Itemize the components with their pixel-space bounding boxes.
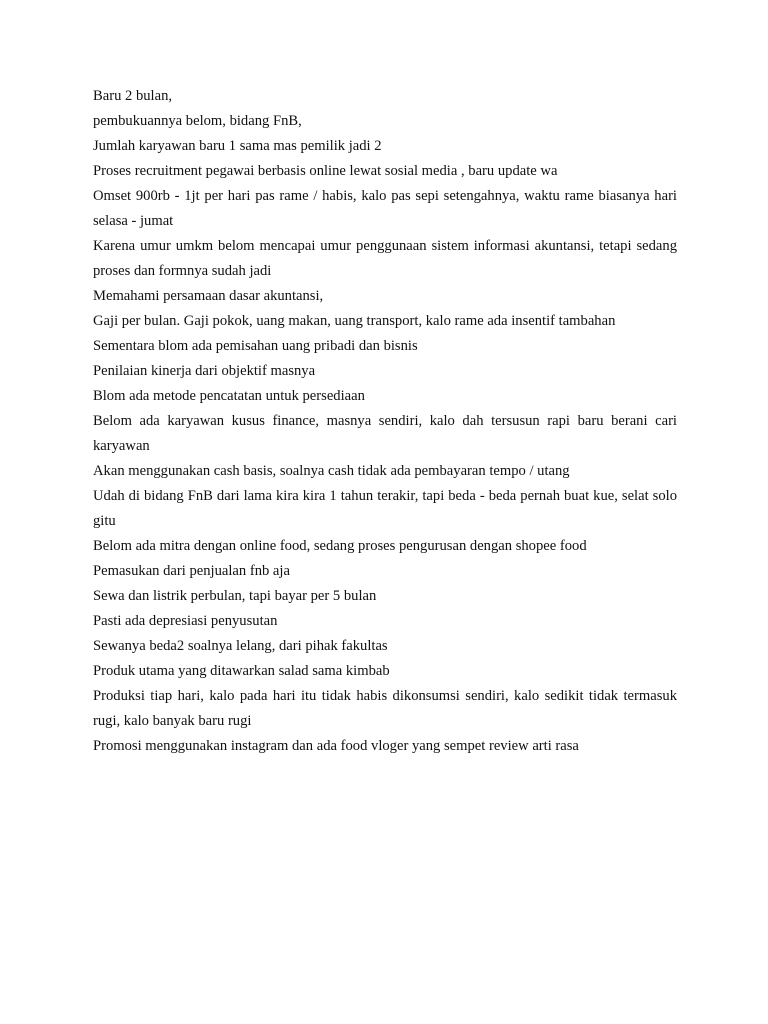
document-body: [93, 84, 677, 759]
text-line: Sewa dan listrik perbulan, tapi bayar per 5 bulan: [93, 588, 377, 604]
text-line: Promosi menggunakan instagram dan ada food vloger yang sempet review arti rasa: [93, 738, 579, 754]
text-line: Proses recruitment pegawai berbasis online lewat sosial media , baru update wa: [93, 163, 558, 179]
text-line: Karena umur umkm belom mencapai umur penggunaan sistem informasi akuntansi, tetapi sedang proses dan formnya sudah jadi: [93, 238, 677, 279]
text-line: Udah di bidang FnB dari lama kira kira 1 tahun terakir, tapi beda - beda pernah buat kue, selat solo gitu: [93, 488, 677, 529]
text-line: Produk utama yang ditawarkan salad sama kimbab: [93, 663, 390, 679]
text-line: Jumlah karyawan baru 1 sama mas pemilik jadi 2: [93, 138, 382, 154]
text-line: Gaji per bulan. Gaji pokok, uang makan, uang transport, kalo rame ada insentif tambahan: [93, 313, 616, 329]
text-line: Belom ada karyawan kusus finance, masnya sendiri, kalo dah tersusun rapi baru berani cari karyawan: [93, 413, 677, 454]
text-line: Blom ada metode pencatatan untuk persediaan: [93, 388, 365, 404]
text-line: Produksi tiap hari, kalo pada hari itu tidak habis dikonsumsi sendiri, kalo sedikit tidak termasuk rugi, kalo banyak baru rugi: [93, 688, 677, 729]
text-line: Omset 900rb - 1jt per hari pas rame / habis, kalo pas sepi setengahnya, waktu rame biasanya hari selasa - jumat: [93, 188, 677, 229]
text-line: Pasti ada depresiasi penyusutan: [93, 613, 278, 629]
text-line: Memahami persamaan dasar akuntansi,: [93, 288, 324, 304]
text-line: pembukuannya belom, bidang FnB,: [93, 113, 302, 129]
text-line: Sementara blom ada pemisahan uang pribadi dan bisnis: [93, 338, 418, 354]
text-line: Belom ada mitra dengan online food, sedang proses pengurusan dengan shopee food: [93, 538, 587, 554]
text-line: Pemasukan dari penjualan fnb aja: [93, 563, 290, 579]
text-line: Baru 2 bulan,: [93, 88, 173, 104]
text-line: Akan menggunakan cash basis, soalnya cash tidak ada pembayaran tempo / utang: [93, 463, 570, 479]
text-line: Sewanya beda2 soalnya lelang, dari pihak fakultas: [93, 638, 388, 654]
text-line: Penilaian kinerja dari objektif masnya: [93, 363, 316, 379]
